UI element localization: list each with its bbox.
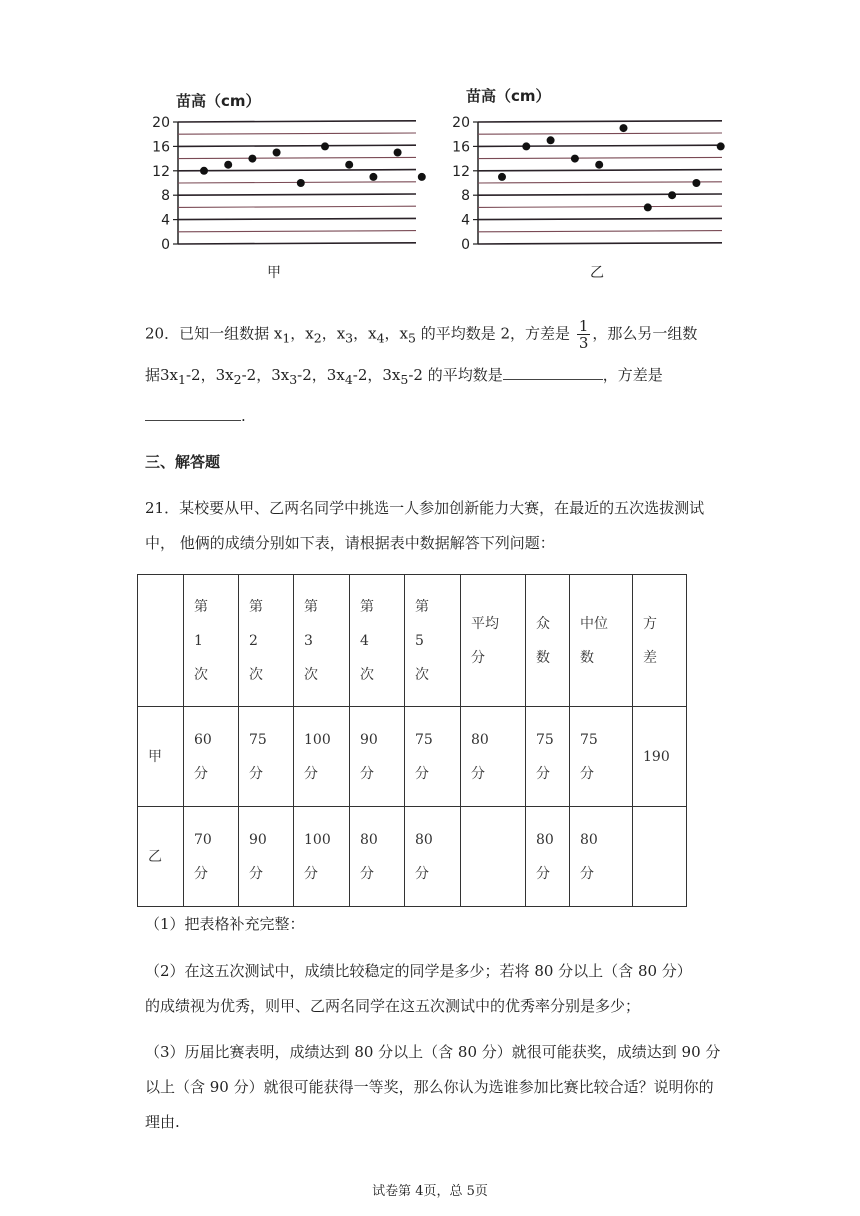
data-point <box>717 142 725 150</box>
table-cell-mean-yi-empty[interactable] <box>461 807 526 907</box>
data-point <box>644 203 652 211</box>
header-mode: 众 数 <box>526 575 570 707</box>
table-cell: 90 分 <box>239 807 294 907</box>
data-point <box>200 167 208 175</box>
data-point <box>571 155 579 163</box>
table-cell-variance-jia: 190 <box>633 707 687 807</box>
grid-line <box>478 182 722 183</box>
score-table <box>137 574 687 907</box>
q21-sub2-line2: 的成绩视为优秀，则甲、乙两名同学在这五次测试中的优秀率分别是多少； <box>145 997 641 1015</box>
data-point <box>248 155 256 163</box>
table-row-jia <box>138 707 687 807</box>
q20-line3: . <box>145 404 246 428</box>
grid-line <box>178 231 416 232</box>
table-cell: 70 分 <box>184 807 239 907</box>
y-tick-label: 0 <box>161 237 170 250</box>
y-tick-label: 12 <box>452 163 470 180</box>
y-tick-label: 8 <box>461 188 470 205</box>
grid-line <box>178 145 416 146</box>
header-mean: 平均 分 <box>461 575 526 707</box>
grid-line <box>178 194 416 195</box>
data-point <box>297 179 305 187</box>
grid-line <box>478 231 722 232</box>
grid-line <box>178 206 416 207</box>
answer-blank-variance[interactable] <box>145 404 241 421</box>
header-median: 中位 数 <box>570 575 633 707</box>
y-tick-label: 0 <box>461 237 470 250</box>
data-point <box>522 142 530 150</box>
section-title: 三、解答题 <box>145 453 221 471</box>
table-cell: 75 分 <box>239 707 294 807</box>
y-tick-label: 16 <box>452 139 470 156</box>
data-point <box>418 173 426 181</box>
header-test-2: 第 2 次 <box>239 575 294 707</box>
header-test-3: 第 3 次 <box>294 575 350 707</box>
q20-line2: 据$3x_1-2$，$3x_2-2$，$3x_3-2$，$3x_4-2$，$3x_5-2$ 的平均数是 ，方差是 <box>145 363 663 392</box>
y-tick-label: 4 <box>461 212 470 229</box>
data-point <box>321 142 329 150</box>
grid-line <box>178 243 416 244</box>
table-cell: 80 分 <box>405 807 461 907</box>
data-point <box>668 191 676 199</box>
grid-line <box>478 218 722 219</box>
table-corner-cell <box>138 575 184 707</box>
data-point <box>345 161 353 169</box>
chart-yi-title: 苗高（cm） <box>466 87 551 105</box>
grid-line <box>478 194 722 195</box>
table-cell: 100 分 <box>294 807 350 907</box>
grid-line <box>178 121 416 122</box>
chart-jia <box>140 110 430 250</box>
row-name-jia: 甲 <box>138 707 184 807</box>
y-tick-label: 12 <box>152 163 170 180</box>
q21-sub1: （1）把表格补充完整： <box>145 915 305 933</box>
q21-line2: 中， 他俩的成绩分别如下表，请根据表中数据解答下列问题： <box>145 534 555 552</box>
chart-yi <box>440 110 740 250</box>
data-point <box>595 161 603 169</box>
data-point <box>498 173 506 181</box>
grid-line <box>478 145 722 146</box>
grid-line <box>478 157 722 158</box>
q21-line1: 21．某校要从甲、乙两名同学中挑选一人参加创新能力大赛，在最近的五次选拔测试 <box>145 499 705 517</box>
answer-blank-mean[interactable] <box>503 363 603 380</box>
q21-sub3-line1: （3）历届比赛表明，成绩达到 80 分以上（含 80 分）就很可能获奖，成绩达到 90 分 <box>145 1043 721 1061</box>
y-tick-label: 8 <box>161 188 170 205</box>
grid-line <box>478 206 722 207</box>
grid-line <box>478 170 722 171</box>
data-point <box>273 149 281 157</box>
table-row-yi <box>138 807 687 907</box>
y-tick-label: 4 <box>161 212 170 229</box>
chart-jia-xlabel: 甲 <box>267 265 281 281</box>
header-test-1: 第 1 次 <box>184 575 239 707</box>
table-cell: 100 分 <box>294 707 350 807</box>
table-cell: 75 分 <box>570 707 633 807</box>
table-cell-variance-yi-empty[interactable] <box>633 807 687 907</box>
grid-line <box>478 243 722 244</box>
grid-line <box>178 133 416 134</box>
table-cell: 60 分 <box>184 707 239 807</box>
table-cell: 80 分 <box>350 807 405 907</box>
table-cell: 75 分 <box>526 707 570 807</box>
header-variance: 方 差 <box>633 575 687 707</box>
table-cell: 75 分 <box>405 707 461 807</box>
grid-line <box>178 218 416 219</box>
y-tick-label: 16 <box>152 139 170 156</box>
grid-line <box>478 133 722 134</box>
data-point <box>394 149 402 157</box>
data-point <box>547 136 555 144</box>
table-cell: 80 分 <box>526 807 570 907</box>
table-header-row <box>138 575 687 707</box>
header-test-5: 第 5 次 <box>405 575 461 707</box>
table-cell: 80 分 <box>570 807 633 907</box>
q21-sub2-line1: （2）在这五次测试中，成绩比较稳定的同学是多少；若将 80 分以上（含 80 分） <box>145 962 692 980</box>
table-cell: 80 分 <box>461 707 526 807</box>
q20-line1: 20．已知一组数据 $x_1$，$x_2$，$x_3$，$x_4$，$x_5$ 的平均数是 2，方差是 $\frac{1}{3}$ ，那么另一组数 <box>145 317 698 352</box>
table-cell: 90 分 <box>350 707 405 807</box>
chart-jia-title: 苗高（cm） <box>176 92 261 110</box>
page-footer: 试卷第 4页，总 5页 <box>372 1184 488 1199</box>
y-tick-label: 20 <box>452 115 470 131</box>
header-test-4: 第 4 次 <box>350 575 405 707</box>
data-point <box>692 179 700 187</box>
fraction-one-third: $\frac{1}{3}$ <box>578 317 589 352</box>
grid-line <box>478 121 722 122</box>
data-point <box>224 161 232 169</box>
data-point <box>620 124 628 132</box>
y-tick-label: 20 <box>152 115 170 131</box>
grid-line <box>178 157 416 158</box>
q21-sub3-line3: 理由. <box>145 1113 180 1131</box>
chart-yi-xlabel: 乙 <box>590 265 604 281</box>
grid-line <box>178 170 416 171</box>
row-name-yi: 乙 <box>138 807 184 907</box>
q21-sub3-line2: 以上（含 90 分）就很可能获得一等奖，那么你认为选谁参加比赛比较合适？说明你的 <box>145 1078 714 1096</box>
data-point <box>369 173 377 181</box>
